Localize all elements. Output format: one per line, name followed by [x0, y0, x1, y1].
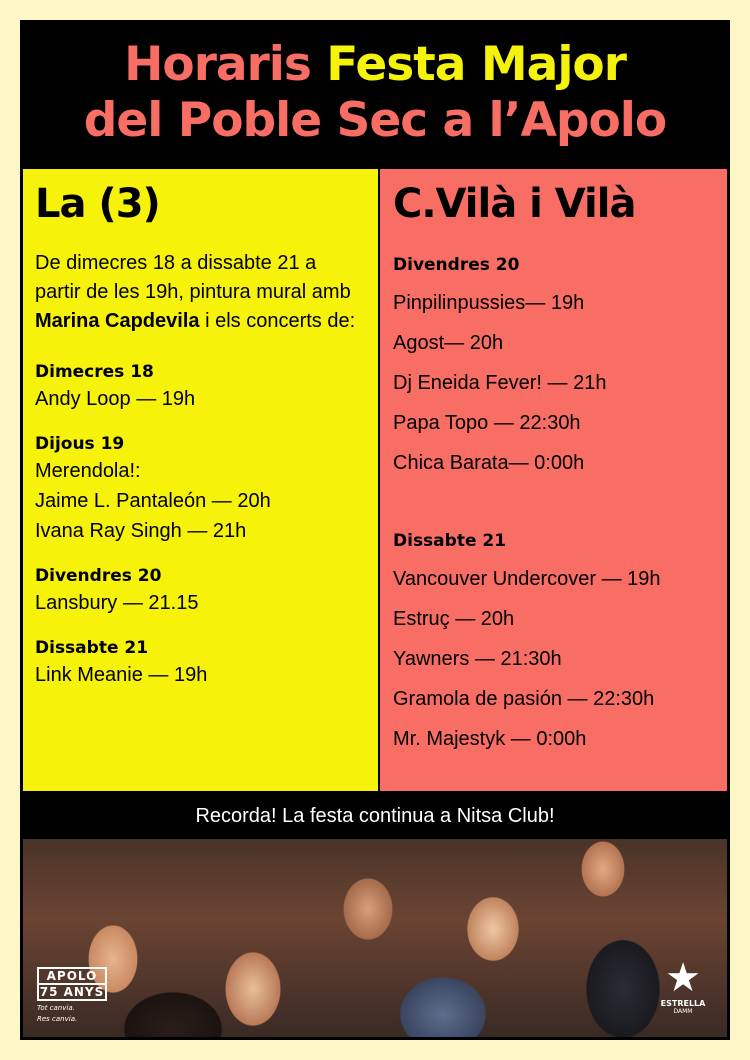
venue-vila-title: C.Vilà i Vilà	[393, 181, 636, 227]
poster-frame	[20, 20, 730, 1040]
schedule-group	[35, 636, 364, 690]
crowd-photo	[23, 839, 727, 1037]
footer-message: Recorda! La festa continua a Nitsa Club!	[195, 805, 555, 827]
venue-la3-title: La (3)	[35, 181, 160, 227]
header-line-1	[23, 37, 727, 93]
schedule-day: Dissabte 21	[35, 638, 149, 658]
schedule-act: Pinpilinpussies— 19h	[393, 292, 585, 314]
intro-artist-name: Marina Capdevila	[35, 310, 200, 332]
venue-la3-intro	[35, 249, 364, 336]
apolo-tagline-1: Tot canvia.	[37, 1004, 75, 1012]
schedule-day: Divendres 20	[393, 255, 520, 275]
schedule-act: Jaime L. Pantaleón — 20h	[35, 490, 271, 512]
schedule-group	[35, 564, 364, 618]
sponsor-sub: DAMM	[673, 1008, 693, 1015]
schedule-act: Chica Barata— 0:00h	[393, 452, 585, 474]
schedule-act: Mr. Majestyk — 0:00h	[393, 728, 587, 750]
intro-text-2: i els concerts de:	[199, 310, 356, 332]
intro-text-1: De dimecres 18 a dissabte 21 a partir de les 19h, pintura mural amb	[35, 252, 351, 303]
apolo-logo-years: 75 ANYS	[37, 985, 107, 1001]
schedule-group	[35, 432, 364, 546]
schedule-act: Lansbury — 21.15	[35, 592, 199, 614]
schedule-act: Merendola!:	[35, 460, 141, 482]
apolo-tagline-2: Res canvia.	[37, 1015, 78, 1023]
apolo-logo	[37, 967, 107, 1023]
schedule-act: Vancouver Undercover — 19h	[393, 568, 661, 590]
venue-la3-column	[23, 169, 378, 791]
schedule-day: Divendres 20	[35, 566, 162, 586]
schedule-act: Gramola de pasión — 22:30h	[393, 688, 655, 710]
schedule-act: Papa Topo — 22:30h	[393, 412, 581, 434]
header-festa-major: Festa Major	[326, 37, 626, 92]
schedule-act: Estruç — 20h	[393, 608, 515, 630]
apolo-logo-name: APOLO	[37, 967, 107, 985]
schedule-act: Link Meanie — 19h	[35, 664, 208, 686]
schedule-day: Dimecres 18	[35, 362, 154, 382]
schedule-act: Dj Eneida Fever! — 21h	[393, 372, 607, 394]
schedule-act: Andy Loop — 19h	[35, 388, 196, 410]
schedule-group	[393, 529, 715, 759]
header-line-2: del Poble Sec a l’Apolo	[83, 93, 667, 148]
schedule-day: Dissabte 21	[393, 531, 507, 551]
schedule-act: Ivana Ray Singh — 21h	[35, 520, 247, 542]
star-icon: ★	[665, 955, 701, 1001]
header-horaris: Horaris	[124, 37, 327, 92]
venue-vila-column	[380, 169, 727, 791]
schedule-act: Agost— 20h	[393, 332, 504, 354]
poster-header	[23, 23, 727, 167]
schedule-group	[393, 253, 715, 483]
schedule-act: Yawners — 21:30h	[393, 648, 562, 670]
estrella-damm-logo	[655, 957, 711, 1015]
schedule-day: Dijous 19	[35, 434, 125, 454]
sponsor-name: ESTRELLA	[660, 999, 706, 1008]
schedule-group	[35, 360, 364, 414]
